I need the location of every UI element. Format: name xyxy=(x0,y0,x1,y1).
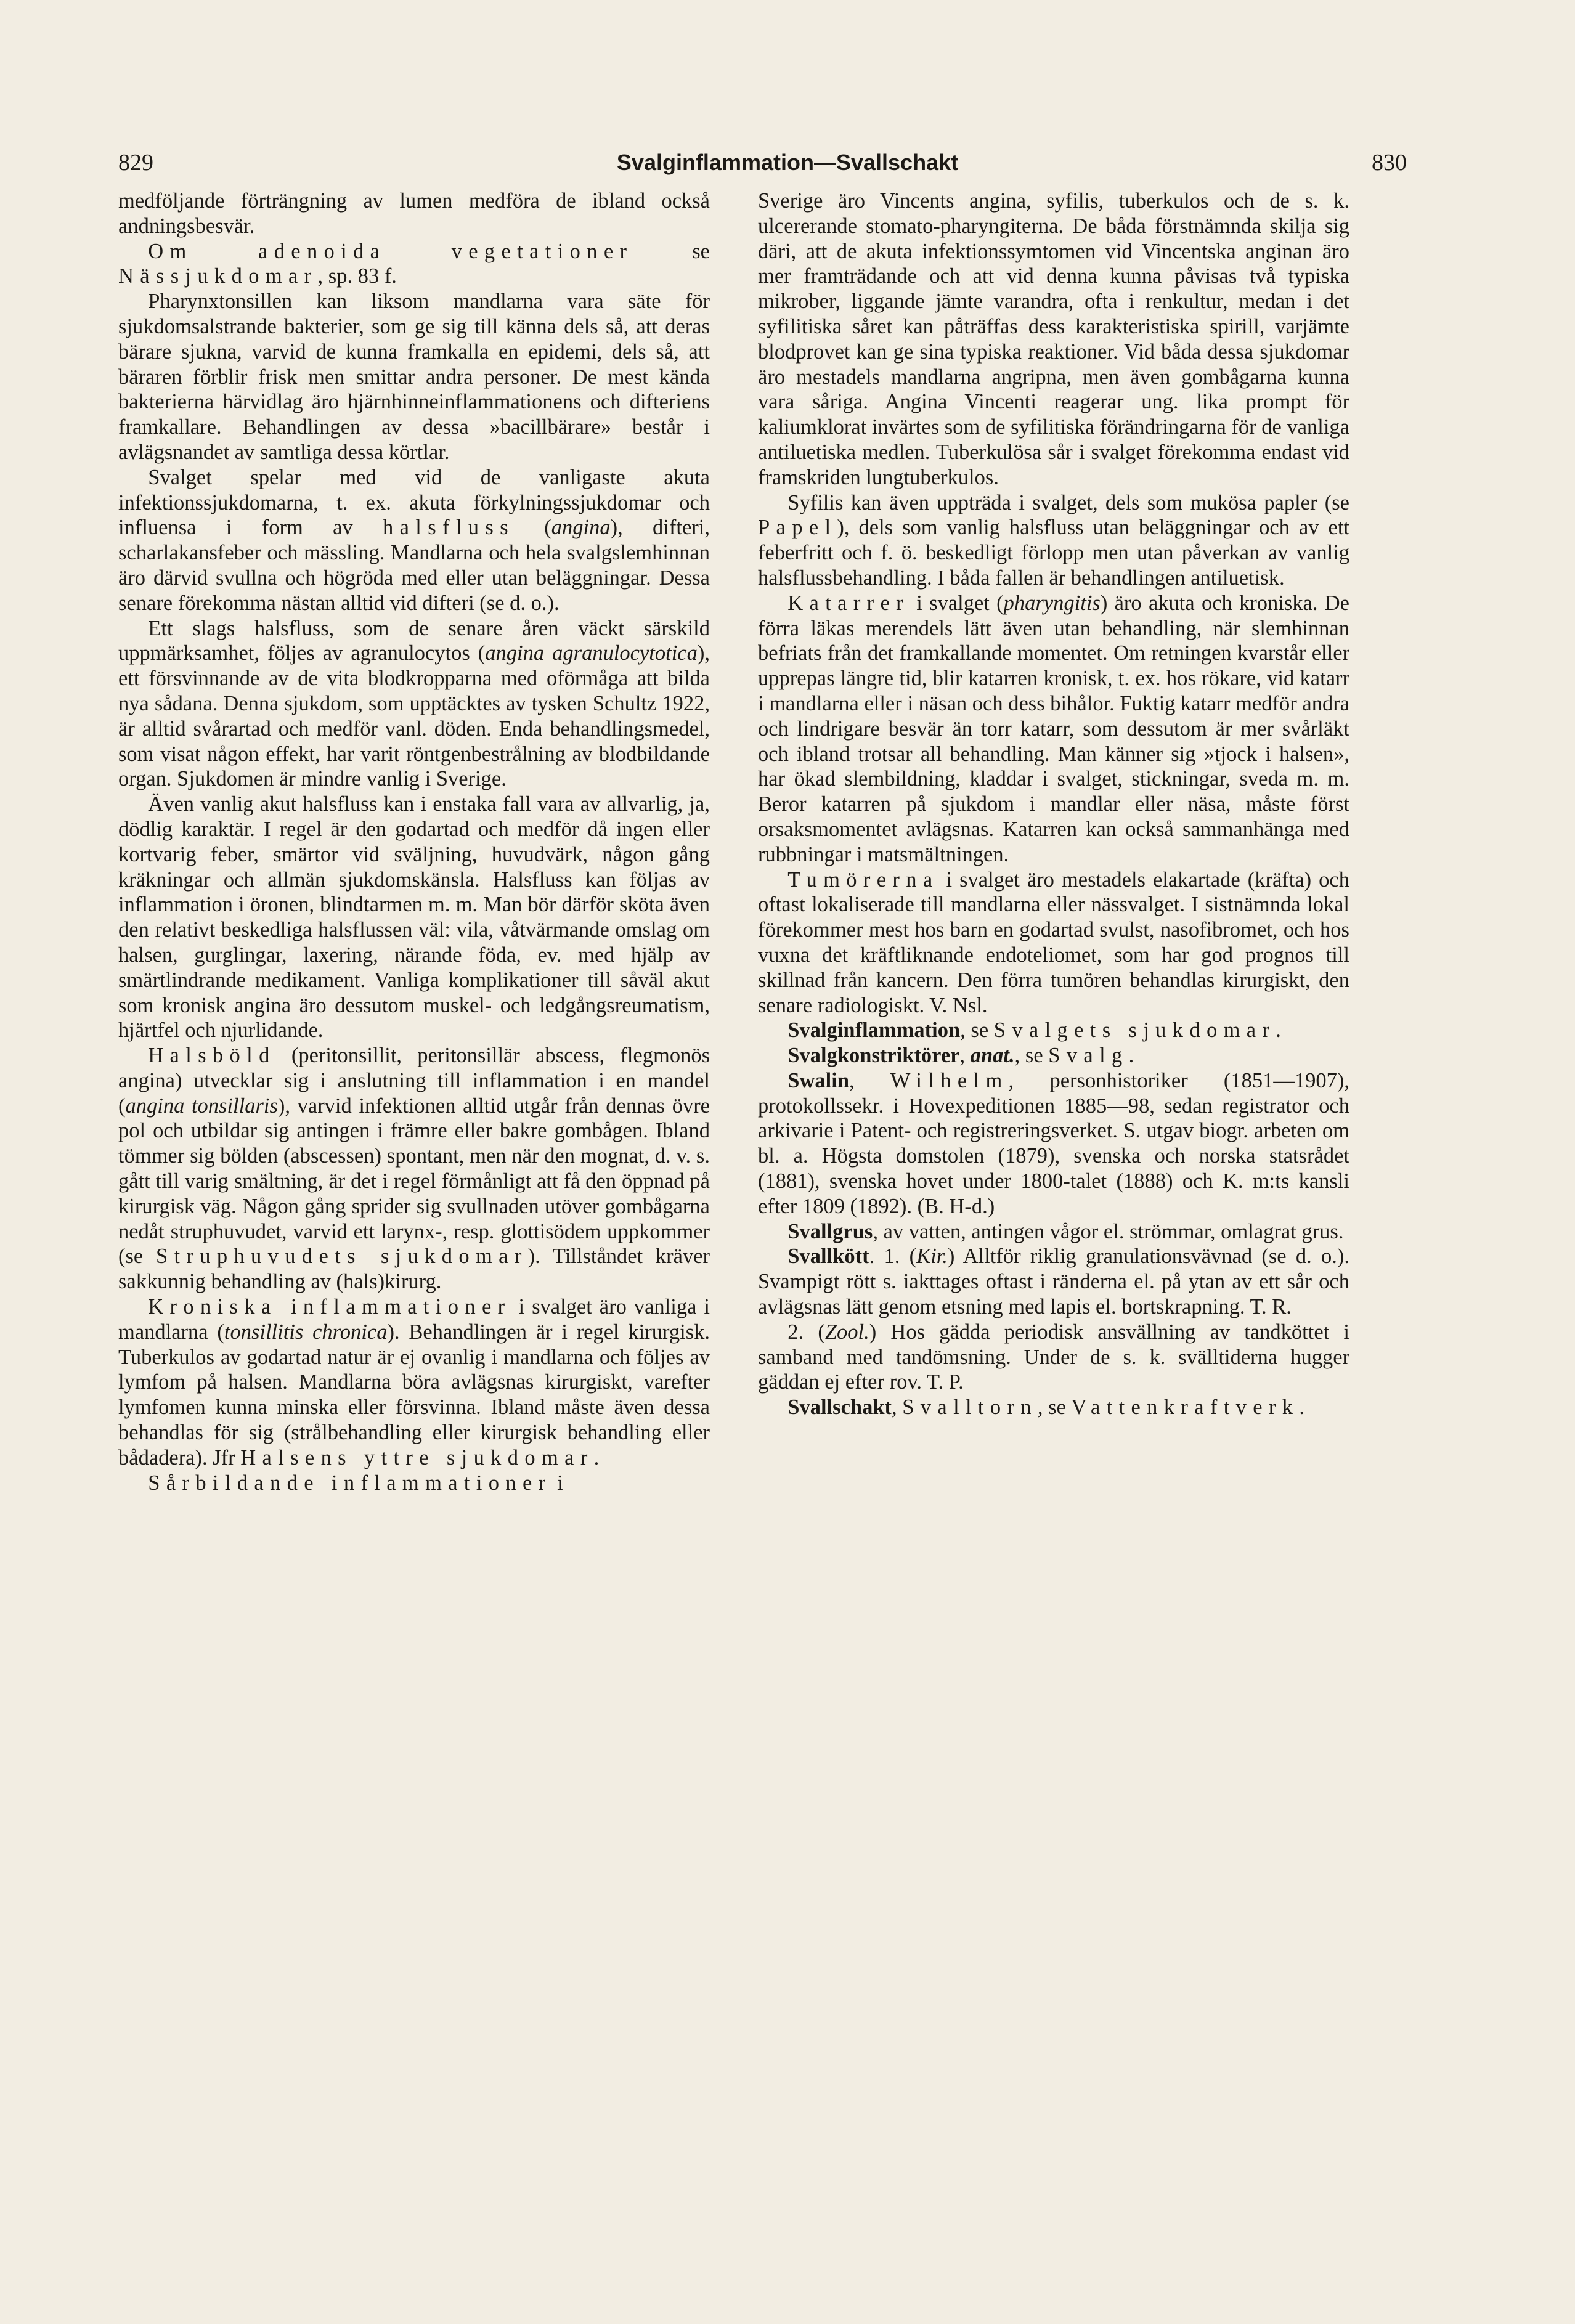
bold-italic-term: anat. xyxy=(970,1044,1015,1068)
text-run: , xyxy=(892,1396,903,1420)
headword: Swalin xyxy=(788,1068,850,1092)
headword: Svalginflammation xyxy=(788,1018,961,1042)
italic-term: angina xyxy=(551,516,611,540)
text-run: i svalget äro mestadels elakartade (kräfta) och oftast lokaliserade till mandlarna eller nässvalget. I sistnämnda lokal förekommer mest hos barn en godartad svulst, nasofibromet, och hos vuxna det kräftliknande endoteliomet, som har god prognos till skillnad från kancern. Den förra tumören behandlas kirurgiskt, den senare radiologiskt. V. Nsl. xyxy=(758,867,1349,1017)
italic-term: Zool. xyxy=(824,1320,869,1344)
spaced-term: Sårbildande inflammationer xyxy=(148,1471,552,1495)
spaced-term: Halsens yttre sjukdomar xyxy=(240,1445,594,1469)
paragraph xyxy=(118,189,710,239)
spaced-term: Svalltorn xyxy=(902,1396,1038,1420)
text-run: i xyxy=(551,1471,563,1495)
spaced-term: Wilhelm xyxy=(890,1068,1009,1092)
spaced-term: Vattenkraftverk xyxy=(1071,1396,1300,1420)
text-run: . xyxy=(1128,1044,1134,1068)
text-run: . xyxy=(1299,1396,1304,1420)
text-run: ). Behandlingen är i regel kirurgisk. Tuberkulos av godartad natur är ej ovanlig i mandlarna och följes av lymfom på halsen. Mandlarna böra avlägsnas kirurgiskt, varefter lymfomen kunna minska eller försvinna. Ibland måste även dessa behandlas för sig (strålbehandling eller kirurgisk behandling eller bådadera). Jfr xyxy=(118,1320,710,1469)
left-column xyxy=(118,189,710,1495)
text-run: ( xyxy=(514,516,551,540)
paragraph xyxy=(758,1068,1349,1219)
spaced-term: Svalg xyxy=(1048,1044,1129,1068)
text-run: . xyxy=(593,1445,600,1469)
headword: Svallkött xyxy=(788,1245,869,1269)
paragraph xyxy=(118,289,710,465)
text-run: 2. ( xyxy=(788,1320,825,1344)
text-run: (peritonsillit, peritonsillär abscess, flegmonös angina) utvecklar sig i anslutning till inflammation i en mandel ( xyxy=(118,1044,710,1118)
text-run: Ett slags halsfluss, som de senare åren väckt särskild uppmärksamhet, följes av agranulocytos ( xyxy=(118,616,710,665)
text-run: i svalget ( xyxy=(910,591,1004,615)
text-run: ) äro akuta och kroniska. De förra läkas merendels lätt även utan behandling, när slemhinnan befriats från det framkallande momentet. Om retningen kvarstår eller upprepas längre tid, blir katarren kronisk, t. ex. hos rökare, vid katarr i mandlarna eller i näsan och dess bihålor. Fuktig katarr medför andra och lindrigare besvär än torr katarr, som dessutom är mer svårläkt och ibland trotsar all behandling. Man känner sig »tjock i halsen», har ökad slembildning, kladdar i svalget, stickningar, sveda m. m. Beror katarren på sjukdom i mandlar eller näsa, måste först orsaksmomentet avlägsnas. Katarren kan också sammanhänga med rubbningar i matsmältningen. xyxy=(758,591,1349,866)
text-run: Syfilis kan även uppträda i svalget, dels som mukösa papler (se xyxy=(788,490,1349,514)
text-run: , se xyxy=(1037,1396,1072,1420)
page-header xyxy=(0,143,1575,182)
paragraph xyxy=(758,1219,1349,1245)
text-run: , sp. 83 f. xyxy=(317,264,397,288)
text-run: ), dels som vanlig halsfluss utan beläggningar och av ett feberfritt och f. ö. beskedligt förlopp men utan påverkan av vanlig halsflussbehandling. I båda fallen är behandlingen antiluetisk. xyxy=(758,516,1349,590)
text-run: , xyxy=(849,1068,890,1092)
paragraph xyxy=(118,616,710,792)
paragraph xyxy=(118,239,710,290)
text-run: Pharynxtonsillen kan liksom mandlarna vara säte för sjukdomsalstrande bakterier, som ge sig till känna dels så, att deras bärare sjukna, varvid de kunna framkalla en epidemi, dels så, att bäraren förblir frisk men smittar andra personer. De mest kända bakterierna härvidlag äro hjärnhinneinflammationens och difteriens framkallare. Behandlingen av dessa »bacillbärare» består i avlägsnandet av samtliga dessa körtlar. xyxy=(118,290,710,464)
right-column xyxy=(758,189,1349,1420)
paragraph xyxy=(118,792,710,1043)
italic-term: tonsillitis chronica xyxy=(224,1320,388,1344)
text-run: ) Alltför riklig granulationsvävnad (se d. o.). Svampigt rött s. iakttages oftast i ränderna el. på ytan av ett sår och avlägsnas lätt genom etsning med lapis el. bortskrapning. T. R. xyxy=(758,1245,1349,1319)
paragraph xyxy=(758,1018,1349,1043)
text-run: ), ett försvinnande av de vita blodkropparna med oförmåga att bilda nya sådana. Denna sjukdom, som upptäcktes av tysken Schultz 1922, är alltid svårartad och medför vanl. döden. Enda behandlingsmedel, som visat någon effekt, har varit röntgenbestrålning av blodbildande organ. Sjukdomen är mindre vanlig i Sverige. xyxy=(118,641,710,791)
text-run: , xyxy=(959,1044,971,1068)
italic-term: angina agranulocytotica xyxy=(485,641,698,665)
italic-term: pharyngitis xyxy=(1003,591,1101,615)
headword: Svalgkonstriktörer xyxy=(788,1044,960,1068)
text-run: ) Hos gädda periodisk ansvällning av tandköttet i samband med tandömsning. Under de s. k. svälltiderna hugger gäddan ej efter rov. T. P. xyxy=(758,1320,1349,1394)
spaced-term: halsfluss xyxy=(383,516,515,540)
spaced-term: Struphuvudets sjukdomar xyxy=(155,1245,528,1269)
text-run: medföljande förträngning av lumen medföra de ibland också andningsbesvär. xyxy=(118,189,710,238)
paragraph xyxy=(758,189,1349,490)
text-run: Sverige äro Vincents angina, syfilis, tuberkulos och de s. k. ulcererande stomato-pharyngiterna. De båda förstnämnda skilja sig däri, att de akuta infektionssymtomen vid Vincentska anginan äro mer framträdande och att vid denna kunna påvisas två typiska mikrober, liggande jämte varandra, ofta i renkultur, medan i det syfilitiska såret kan påträffas dess karakteristiska spirill, varjämte blodprovet kan ge sina typiska reaktioner. Vid båda dessa sjukdomar äro mestadels mandlarna angripna, men även gombågarna kunna vara såriga. Angina Vincenti reagerar ung. lika prompt för kaliumklorat invärtes som de syfilitiska förändringarna för de vanliga antiluetiska medlen. Tuberkulösa sår i svalget förekomma endast vid framskriden lungtuberkulos. xyxy=(758,189,1349,489)
text-run: . 1. ( xyxy=(869,1245,917,1269)
paragraph xyxy=(118,465,710,616)
text-run: ). Tillståndet kräver sakkunnig behandling av (hals)kirurg. xyxy=(118,1245,710,1294)
paragraph xyxy=(758,1320,1349,1395)
italic-term: Kir. xyxy=(916,1245,948,1269)
headword: Svallgrus xyxy=(788,1219,873,1243)
spaced-term: Kroniska inflammationer xyxy=(148,1295,511,1319)
spaced-term: Tumörerna xyxy=(788,867,939,892)
paragraph xyxy=(118,1471,710,1496)
text-run: , av vatten, antingen vågor el. strömmar, omlagrat grus. xyxy=(873,1219,1344,1243)
paragraph xyxy=(758,1043,1349,1068)
headword: Svallschakt xyxy=(788,1396,892,1420)
italic-term: angina tonsillaris xyxy=(125,1094,278,1118)
page-number-right: 830 xyxy=(1372,150,1407,176)
text-run: se xyxy=(633,239,710,263)
text-run: , se xyxy=(1014,1044,1049,1068)
paragraph xyxy=(758,490,1349,591)
text-run: ), difteri, scharlakansfeber och mässling. Mandlarna och hela svalgslemhinnan äro därvid svullna och högröda med eller utan beläggningar. Dessa senare förekomma nästan alltid vid difteri (se d. o.). xyxy=(118,516,710,615)
text-run: , se xyxy=(960,1018,994,1042)
page-number-left: 829 xyxy=(118,150,153,176)
running-title: Svalginflammation—Svallschakt xyxy=(616,150,959,175)
text-run: Svalget spelar med vid de vanligaste akuta infektionssjukdomarna, t. ex. akuta förkylningssjukdomar och influensa i form av xyxy=(118,465,710,540)
spaced-term: Svalgets sjukdomar xyxy=(993,1018,1276,1042)
spaced-term: Katarrer xyxy=(788,591,910,615)
paragraph xyxy=(758,867,1349,1018)
text-run: i svalget äro vanliga i mandlarna ( xyxy=(118,1295,710,1344)
paragraph xyxy=(758,1244,1349,1319)
spaced-term: Papel xyxy=(758,516,837,540)
paragraph xyxy=(118,1043,710,1294)
paragraph xyxy=(118,1294,710,1471)
text-run: . xyxy=(1276,1018,1281,1042)
paragraph xyxy=(758,1395,1349,1420)
text-run: Även vanlig akut halsfluss kan i enstaka fall vara av allvarlig, ja, dödlig karaktär. I regel är den godartad och medför då ingen eller kortvarig feber, smärtor vid sväljning, huvudvärk, någon gång kräkningar och allmän sjukdomskänsla. Halsfluss kan följas av inflammation i öronen, blindtarmen m. m. Man bör därför sköta även den relativt beskedliga halsflussen väl: vila, våtvärmande omslag om halsen, gurglingar, laxering, närande föda, ev. med hjälp av smärtlindrande medikament. Vanliga komplikationer till såväl akut som kronisk angina äro dessutom muskel- och ledgångsreumatism, hjärtfel och njurlidande. xyxy=(118,792,710,1042)
text-run: ), varvid infektionen alltid utgår från dennas övre pol och utbildar sig antingen i främre eller bakre gombågen. Ibland tömmer sig bölden (abscessen) spontant, men när den mognat, d. v. s. gått till varig smältning, är det i regel förmånligt att få den öppnad på kirurgisk väg. Någon gång sprider sig svullnaden utöver gombågarna nedåt struphuvudet, varvid ett larynx-, resp. glottisödem uppkommer (se xyxy=(118,1094,710,1269)
spaced-term: Om adenoida vegetationer xyxy=(148,239,633,263)
text-run: , personhistoriker (1851—1907), protokollssekr. i Hovexpeditionen 1885—98, sedan registrator och arkivarie i Patent- och registreringsverket. S. utgav biogr. arbeten om bl. a. Högsta domstolen (1879), svenska och norska statsrådet (1881), svenska hovet under 1800-talet (1888) och K. m:ts kansli efter 1809 (1892). (B. H-d.) xyxy=(758,1068,1349,1218)
spaced-term: Halsböld xyxy=(148,1044,276,1068)
paragraph xyxy=(758,591,1349,867)
spaced-term: Nässjukdomar xyxy=(118,264,318,288)
